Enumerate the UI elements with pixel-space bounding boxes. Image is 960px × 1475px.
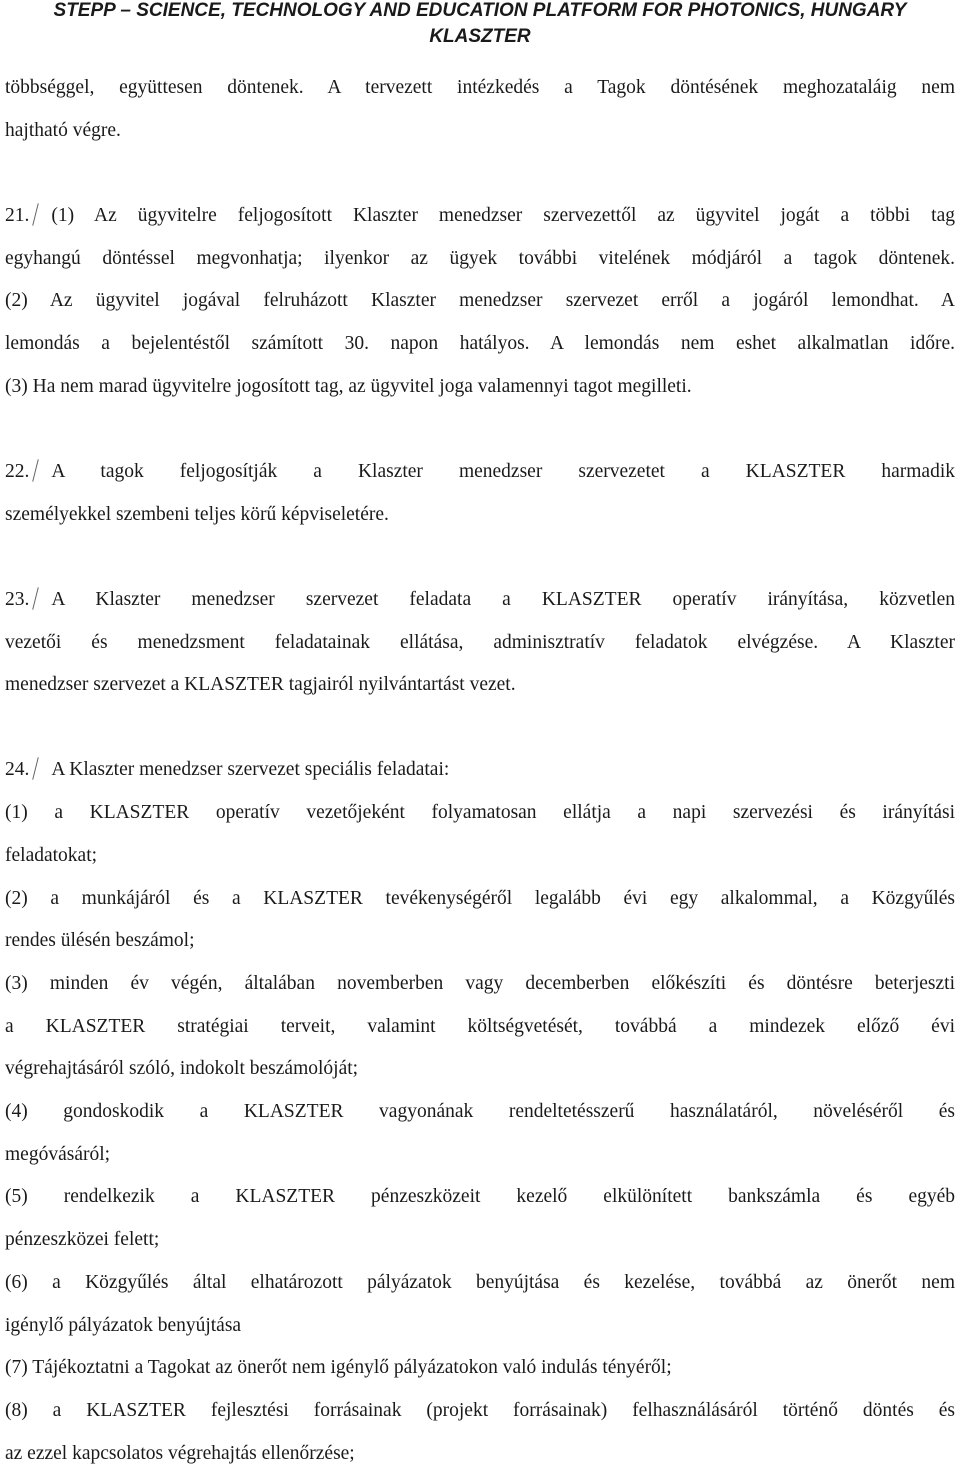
list-item-line: végrehajtásáról szóló, indokolt beszámolóját; [5,1058,359,1080]
header-title: STEPP – SCIENCE, TECHNOLOGY AND EDUCATION PLATFORM FOR PHOTONICS, HUNGARY [53,0,907,21]
list-item-line: feladatokat; [5,844,98,866]
section-text: A Klaszter menedzser szervezet speciális feladatai: [51,759,450,781]
list-item-line: (2) a munkájáról és a KLASZTER tevékenységéről legalább évi egy alkalommal, a Közgyűlés [5,887,955,909]
list-item-line: (1) a KLASZTER operatív vezetőjeként folyamatosan ellátja a napi szervezési és irányítási [5,802,955,824]
list-item-line: a KLASZTER stratégiai terveit, valamint költségvetését, továbbá a mindezek előző évi [5,1015,955,1037]
section-number: 22. [5,460,30,482]
list-item-line: megóvásáról; [5,1143,111,1165]
list-item-line: az ezzel kapcsolatos végrehajtás ellenőrzése; [5,1442,355,1464]
intro-line: többséggel, együttesen döntenek. A tervezett intézkedés a Tagok döntésének meghozataláig nem [5,77,955,98]
section-23-line [5,579,955,622]
list-item-line: pénzeszközei felett; [5,1229,160,1251]
section-number: 24. [5,759,30,781]
section-text: (1) Az ügyvitelre feljogosított Klaszter menedzser szervezettől az ügyvitel jogát a többi tag [51,204,955,226]
section-23-line: vezetői és menedzsment feladatainak ellátása, adminisztratív feladatok elvégzése. A Klaszter [5,631,955,653]
list-item-line: igénylő pályázatok benyújtása [5,1314,242,1336]
document-body [5,67,955,1475]
section-number: 23. [5,588,30,610]
list-item-line: (5) rendelkezik a KLASZTER pénzeszközeit kezelő elkülönített bankszámla és egyéb [5,1186,955,1208]
section-21-line: lemondás a bejelentéstől számított 30. napon hatályos. A lemondás nem eshet alkalmatlan időre. [5,333,955,355]
list-item-line: (8) a KLASZTER fejlesztési forrásainak (projekt forrásainak) felhasználásáról történő döntés és [5,1399,955,1421]
section-21-line: egyhangú döntéssel megvonhatja; ilyenkor az ügyek további vitelének módjáról a tagok döntenek. [5,247,955,269]
section-text: A Klaszter menedzser szervezet feladata a KLASZTER operatív irányítása, közvetlen [51,588,955,610]
list-item-line: (7) Tájékoztatni a Tagokat az önerőt nem igénylő pályázatokon való indulás tényéről; [5,1357,672,1379]
section-22-line [5,451,955,494]
section-text: A tagok feljogosítják a Klaszter menedzser szervezetet a KLASZTER harmadik [51,460,955,482]
header-subtitle: KLASZTER [429,26,531,47]
section-21-line: (3) Ha nem marad ügyvitelre jogosított tag, az ügyvitel joga valamennyi tagot megilleti. [5,375,692,397]
section-21-line [5,195,955,238]
section-21-line: (2) Az ügyvitel jogával felruházott Klaszter menedzser szervezet erről a jogáról lemondhat. A [5,290,955,312]
list-item-line: (3) minden év végén, általában novemberben vagy decemberben előkészíti és döntésre beterjeszti [5,972,955,994]
section-22-line: személyekkel szembeni teljes körű képviseletére. [5,503,389,525]
list-item-line: (4) gondoskodik a KLASZTER vagyonának rendeltetésszerű használatáról, növeléséről és [5,1101,955,1123]
intro-line: hajtható végre. [5,119,121,141]
list-item-line: rendes ülésén beszámol; [5,930,195,952]
list-item-line: (6) a Közgyűlés által elhatározott pályázatok benyújtása és kezelése, továbbá az önerőt nem [5,1271,955,1293]
section-23-line: menedzser szervezet a KLASZTER tagjairól nyilvántartást vezet. [5,674,516,696]
section-24-title [5,749,955,792]
section-number: 21. [5,204,30,226]
